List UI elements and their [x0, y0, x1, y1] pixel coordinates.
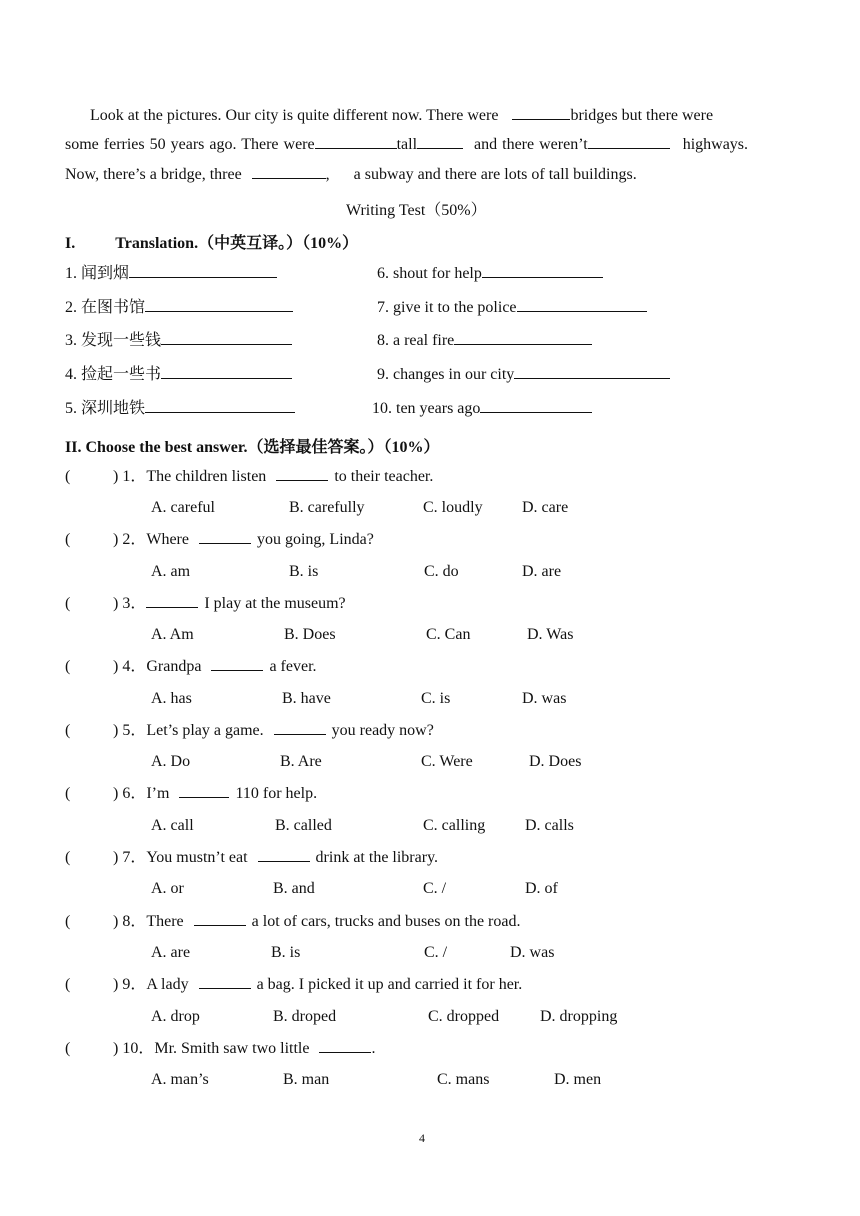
option-d[interactable]: D. care — [522, 499, 569, 516]
blank-line[interactable] — [588, 134, 670, 149]
option-b[interactable]: B. Are — [280, 753, 322, 770]
question-1 — [65, 466, 433, 487]
option-d[interactable]: D. was — [510, 944, 555, 961]
translation-item-5 — [65, 398, 295, 419]
answer-line[interactable] — [482, 263, 603, 278]
section-1-heading — [65, 234, 358, 254]
option-c[interactable]: C. / — [424, 944, 448, 961]
question-3 — [65, 593, 346, 614]
answer-line[interactable] — [480, 398, 592, 413]
question-text: Grandpa — [146, 658, 202, 675]
question-10 — [65, 1038, 375, 1059]
answer-bracket[interactable]: ( — [65, 595, 71, 612]
item-text: ten years ago — [396, 400, 481, 417]
blank-line[interactable] — [211, 656, 263, 671]
blank-line[interactable] — [274, 720, 326, 735]
item-number: 7. — [377, 299, 389, 316]
option-b[interactable]: B. carefully — [289, 499, 365, 516]
passage-text: bridges but there were — [570, 107, 714, 124]
option-c[interactable]: C. Can — [426, 626, 471, 643]
option-b[interactable]: B. called — [275, 817, 332, 834]
section-2-heading: II. Choose the best answer.（选择最佳答案。）（10%） — [65, 439, 440, 456]
item-number: 8. — [377, 332, 389, 349]
question-number: ) 5． — [113, 722, 147, 739]
passage-text: tall — [396, 136, 418, 153]
option-d[interactable]: D. Was — [527, 626, 574, 643]
question-text: to their teacher. — [334, 468, 434, 485]
question-number: ) 3． — [113, 595, 147, 612]
answer-bracket[interactable]: ( — [65, 849, 71, 866]
passage-text: , — [325, 166, 330, 183]
translation-item-2 — [65, 297, 293, 318]
item-text: shout for help — [393, 265, 482, 282]
item-text: 闻到烟 — [81, 265, 130, 282]
translation-item-8 — [377, 330, 592, 351]
option-a[interactable]: A. or — [151, 880, 184, 897]
answer-bracket[interactable]: ( — [65, 531, 71, 548]
question-number: ) 2． — [113, 531, 147, 548]
question-9 — [65, 974, 522, 995]
translation-item-9 — [377, 364, 670, 385]
translation-item-7 — [377, 297, 647, 318]
item-number: 5. — [65, 400, 77, 417]
option-d[interactable]: D. are — [522, 563, 562, 580]
option-c[interactable]: C. mans — [437, 1071, 490, 1088]
blank-line[interactable] — [258, 847, 310, 862]
option-a[interactable]: A. has — [151, 690, 192, 707]
option-c[interactable]: C. loudly — [423, 499, 483, 516]
option-c[interactable]: C. calling — [423, 817, 486, 834]
option-c[interactable]: C. dropped — [428, 1008, 500, 1025]
section-number: I. — [65, 235, 76, 252]
question-text: a lot of cars, trucks and buses on the road. — [251, 913, 521, 930]
item-number: 4. — [65, 366, 77, 383]
answer-line[interactable] — [129, 263, 277, 278]
option-b[interactable]: B. is — [289, 563, 319, 580]
answer-bracket[interactable]: ( — [65, 722, 71, 739]
translation-item-4 — [65, 364, 292, 385]
question-text: Mr. Smith saw two little — [154, 1040, 310, 1057]
item-number: 2. — [65, 299, 77, 316]
option-b[interactable]: B. droped — [273, 1008, 337, 1025]
question-text: I’m — [146, 785, 170, 802]
item-text: give it to the police — [393, 299, 517, 316]
option-a[interactable]: A. call — [151, 817, 194, 834]
question-number: ) 6． — [113, 785, 147, 802]
blank-line[interactable] — [417, 134, 463, 149]
translation-item-10 — [372, 398, 592, 419]
item-number: 9. — [377, 366, 389, 383]
option-a[interactable]: A. Am — [151, 626, 194, 643]
question-2 — [65, 529, 374, 550]
passage-line-1 — [90, 105, 713, 126]
item-text: 在图书馆 — [81, 299, 146, 316]
question-text: you going, Linda? — [256, 531, 374, 548]
question-text: you ready now? — [331, 722, 434, 739]
item-number: 10. — [372, 400, 392, 417]
option-d[interactable]: D. Does — [529, 753, 582, 770]
question-number: ) 1． — [113, 468, 147, 485]
option-c[interactable]: C. is — [421, 690, 451, 707]
blank-line[interactable] — [199, 529, 251, 544]
question-text: Let’s play a game. — [146, 722, 264, 739]
option-a[interactable]: A. man’s — [151, 1071, 209, 1088]
question-text: The children listen — [146, 468, 267, 485]
question-8 — [65, 911, 520, 932]
option-b[interactable]: B. Does — [284, 626, 336, 643]
writing-test-title: Writing Test（50%） — [346, 202, 487, 219]
question-text: drink at the library. — [315, 849, 439, 866]
blank-line[interactable] — [315, 134, 397, 149]
question-text: a bag. I picked it up and carried it for her. — [256, 976, 523, 993]
option-b[interactable]: B. man — [283, 1071, 330, 1088]
option-d[interactable]: D. dropping — [540, 1008, 618, 1025]
answer-bracket[interactable]: ( — [65, 1040, 71, 1057]
option-d[interactable]: D. of — [525, 880, 558, 897]
option-a[interactable]: A. are — [151, 944, 191, 961]
blank-line[interactable] — [252, 164, 326, 179]
question-5 — [65, 720, 434, 741]
answer-bracket[interactable]: ( — [65, 976, 71, 993]
question-4 — [65, 656, 317, 677]
answer-line[interactable] — [145, 398, 295, 413]
question-number: ) 4． — [113, 658, 147, 675]
option-b[interactable]: B. is — [271, 944, 301, 961]
option-a[interactable]: A. am — [151, 563, 191, 580]
option-a[interactable]: A. drop — [151, 1008, 200, 1025]
answer-bracket[interactable]: ( — [65, 658, 71, 675]
question-number: ) 10． — [113, 1040, 155, 1057]
question-text: Where — [146, 531, 189, 548]
blank-line[interactable] — [319, 1038, 371, 1053]
passage-text: a subway and there are lots of tall buildings. — [353, 166, 637, 183]
blank-line[interactable] — [194, 911, 246, 926]
answer-line[interactable] — [454, 330, 592, 345]
item-number: 1. — [65, 265, 77, 282]
question-number: ) 7． — [113, 849, 147, 866]
answer-line[interactable] — [514, 364, 670, 379]
blank-line[interactable] — [276, 466, 328, 481]
question-7 — [65, 847, 438, 868]
passage-line-2 — [65, 134, 748, 155]
answer-bracket[interactable]: ( — [65, 913, 71, 930]
blank-line[interactable] — [512, 105, 570, 120]
answer-line[interactable] — [145, 297, 293, 312]
question-text: There — [146, 913, 184, 930]
option-d[interactable]: D. calls — [525, 817, 574, 834]
answer-line[interactable] — [161, 330, 292, 345]
passage-text: highways. — [682, 136, 749, 153]
answer-line[interactable] — [517, 297, 647, 312]
answer-bracket[interactable]: ( — [65, 785, 71, 802]
passage-text: some ferries 50 years ago. There were — [65, 136, 315, 153]
section-title: Translation.（中英互译。）（10%） — [115, 235, 359, 252]
question-text: . — [371, 1040, 376, 1057]
translation-item-3 — [65, 330, 292, 351]
page-number: 4 — [419, 1131, 425, 1145]
option-b[interactable]: B. have — [282, 690, 331, 707]
passage-text: Now, there’s a bridge, three — [65, 166, 242, 183]
blank-line[interactable] — [199, 974, 251, 989]
option-a[interactable]: A. Do — [151, 753, 191, 770]
question-text: 110 for help. — [235, 785, 318, 802]
option-d[interactable]: D. men — [554, 1071, 602, 1088]
question-text: a fever. — [269, 658, 317, 675]
answer-line[interactable] — [161, 364, 292, 379]
item-text: 捡起一些书 — [81, 366, 162, 383]
item-text: a real fire — [393, 332, 455, 349]
option-c[interactable]: C. / — [423, 880, 447, 897]
question-number: ) 9． — [113, 976, 147, 993]
item-number: 3. — [65, 332, 77, 349]
question-text: I play at the museum? — [204, 595, 346, 612]
passage-text: and there weren’t — [474, 136, 588, 153]
option-b[interactable]: B. and — [273, 880, 315, 897]
blank-line[interactable] — [146, 593, 198, 608]
translation-item-1 — [65, 263, 277, 284]
answer-bracket[interactable]: ( — [65, 468, 71, 485]
blank-line[interactable] — [179, 783, 229, 798]
question-text: You mustn’t eat — [146, 849, 248, 866]
question-text: A lady — [146, 976, 189, 993]
option-a[interactable]: A. careful — [151, 499, 215, 516]
passage-text: Look at the pictures. Our city is quite different now. There were — [90, 107, 499, 124]
passage-line-3 — [65, 164, 637, 185]
item-text: 发现一些钱 — [81, 332, 162, 349]
translation-item-6 — [377, 263, 603, 284]
item-number: 6. — [377, 265, 389, 282]
option-c[interactable]: C. Were — [421, 753, 473, 770]
item-text: changes in our city — [393, 366, 515, 383]
item-text: 深圳地铁 — [81, 400, 146, 417]
question-number: ) 8． — [113, 913, 147, 930]
option-d[interactable]: D. was — [522, 690, 567, 707]
option-c[interactable]: C. do — [424, 563, 459, 580]
question-6 — [65, 783, 317, 804]
